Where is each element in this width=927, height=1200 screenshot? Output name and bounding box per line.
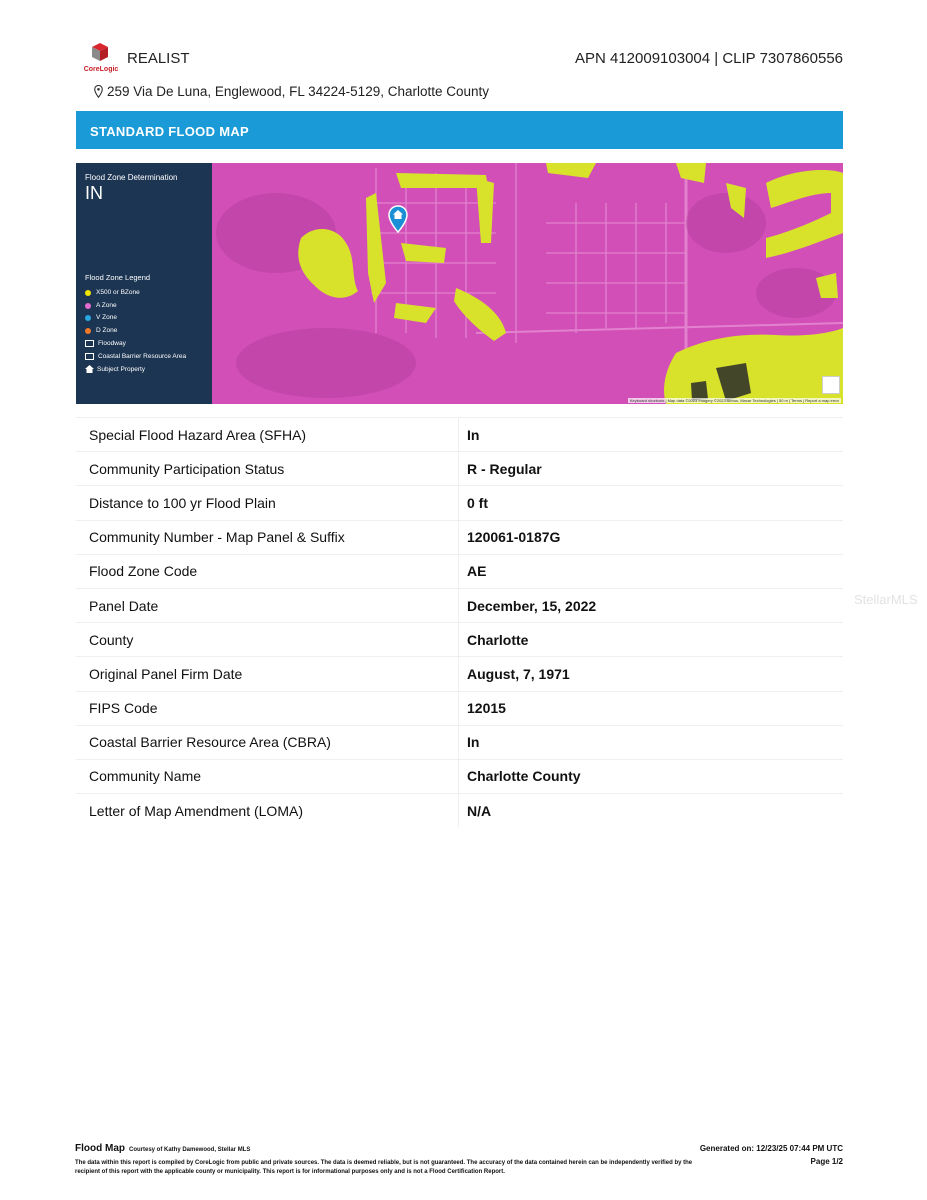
legend-title: Flood Zone Legend <box>85 273 151 282</box>
detail-label: Coastal Barrier Resource Area (CBRA) <box>76 725 459 759</box>
subject-property-pin-icon <box>388 205 408 233</box>
legend-label: V Zone <box>96 314 117 321</box>
legend-label: D Zone <box>96 327 118 334</box>
map-attribution[interactable]: Keyboard shortcuts | Map data ©2023 Imagery ©2023 Airbus, Maxar Technologies | 50 m | Terms | Report a map error <box>629 398 839 403</box>
table-row <box>76 691 843 725</box>
report-header <box>76 40 843 80</box>
page-number: Page 1/2 <box>810 1157 843 1166</box>
apn-clip: APN 412009103004 | CLIP 7307860556 <box>574 50 843 67</box>
legend-item-a-zone <box>85 302 117 309</box>
address-text: 259 Via De Luna, Englewood, FL 34224-5129, Charlotte County <box>107 84 490 99</box>
pink-dot-icon <box>85 303 91 309</box>
legend-item-cbra <box>85 353 186 360</box>
table-row <box>76 725 843 759</box>
legend-label: Floodway <box>98 340 126 347</box>
house-icon <box>85 365 94 373</box>
corelogic-cube-icon <box>80 42 120 66</box>
table-row <box>76 759 843 793</box>
legend-item-x500 <box>85 289 140 296</box>
floodway-square-icon <box>85 340 94 347</box>
flood-map[interactable] <box>76 163 843 404</box>
generated-timestamp: Generated on: 12/23/25 07:44 PM UTC <box>699 1144 843 1153</box>
footer-disclaimer: The data within this report is compiled by CoreLogic from public and private sources. The data is deemed reliable, but is not guaranteed. The accuracy of the data contained herein can be independently verified by the recipient of this report with the applicable county or municipality. This report is for informational purposes only and is not a Flood Certification Report. <box>75 1160 693 1175</box>
footer-title <box>75 1143 250 1154</box>
detail-value: 12015 <box>459 691 844 725</box>
detail-value: R - Regular <box>459 452 844 486</box>
detail-value: N/A <box>459 794 844 828</box>
brand-name: REALIST <box>127 50 190 67</box>
blue-dot-icon <box>85 315 91 321</box>
detail-value: Charlotte County <box>459 759 844 793</box>
detail-label: County <box>76 623 459 657</box>
detail-value: Charlotte <box>459 623 844 657</box>
detail-value: August, 7, 1971 <box>459 657 844 691</box>
legend-label: Subject Property <box>97 365 146 373</box>
detail-label: FIPS Code <box>76 691 459 725</box>
footer-title-text: Flood Map <box>75 1143 125 1154</box>
detail-label: Original Panel Firm Date <box>76 657 459 691</box>
detail-label: Community Participation Status <box>76 452 459 486</box>
legend-item-subject-property <box>85 365 145 373</box>
legend-item-v-zone <box>85 314 117 321</box>
logo-text: CoreLogic <box>83 66 119 73</box>
flood-details-table <box>76 417 843 827</box>
detail-label: Special Flood Hazard Area (SFHA) <box>76 418 459 452</box>
location-pin-icon <box>94 85 103 98</box>
property-address <box>94 84 489 99</box>
footer-courtesy: Courtesy of Kathy Damewood, Stellar MLS <box>129 1147 251 1153</box>
detail-label: Flood Zone Code <box>76 554 459 588</box>
table-row <box>76 588 843 622</box>
detail-label: Distance to 100 yr Flood Plain <box>76 486 459 520</box>
legend-item-floodway <box>85 340 126 347</box>
section-title: STANDARD FLOOD MAP <box>90 124 249 139</box>
subject-property-marker[interactable] <box>388 205 408 238</box>
determination-value: IN <box>85 183 103 203</box>
legend-item-d-zone <box>85 327 117 334</box>
table-row <box>76 418 843 452</box>
detail-value: 0 ft <box>459 486 844 520</box>
table-row <box>76 623 843 657</box>
legend-label: Coastal Barrier Resource Area <box>98 353 187 360</box>
report-footer <box>75 1143 843 1183</box>
table-row <box>76 554 843 588</box>
table-row <box>76 486 843 520</box>
cbra-square-icon <box>85 353 94 360</box>
table-row <box>76 520 843 554</box>
section-banner <box>76 111 843 149</box>
stellar-mls-watermark: StellarMLS <box>854 592 918 607</box>
legend-label: X500 or BZone <box>96 289 140 296</box>
yellow-dot-icon <box>85 290 91 296</box>
detail-value: In <box>459 725 844 759</box>
corelogic-logo <box>80 42 120 74</box>
map-fullscreen-button[interactable] <box>822 376 840 394</box>
flood-legend-panel <box>76 163 212 404</box>
table-row <box>76 657 843 691</box>
detail-label: Community Number - Map Panel & Suffix <box>76 520 459 554</box>
detail-label: Letter of Map Amendment (LOMA) <box>76 794 459 828</box>
detail-value: December, 15, 2022 <box>459 588 844 622</box>
legend-label: A Zone <box>96 302 117 309</box>
determination-label: Flood Zone Determination <box>85 173 178 182</box>
detail-value: AE <box>459 554 844 588</box>
table-row <box>76 794 843 828</box>
detail-label: Community Name <box>76 759 459 793</box>
detail-label: Panel Date <box>76 588 459 622</box>
detail-value: In <box>459 418 844 452</box>
table-row <box>76 452 843 486</box>
detail-value: 120061-0187G <box>459 520 844 554</box>
orange-dot-icon <box>85 328 91 334</box>
